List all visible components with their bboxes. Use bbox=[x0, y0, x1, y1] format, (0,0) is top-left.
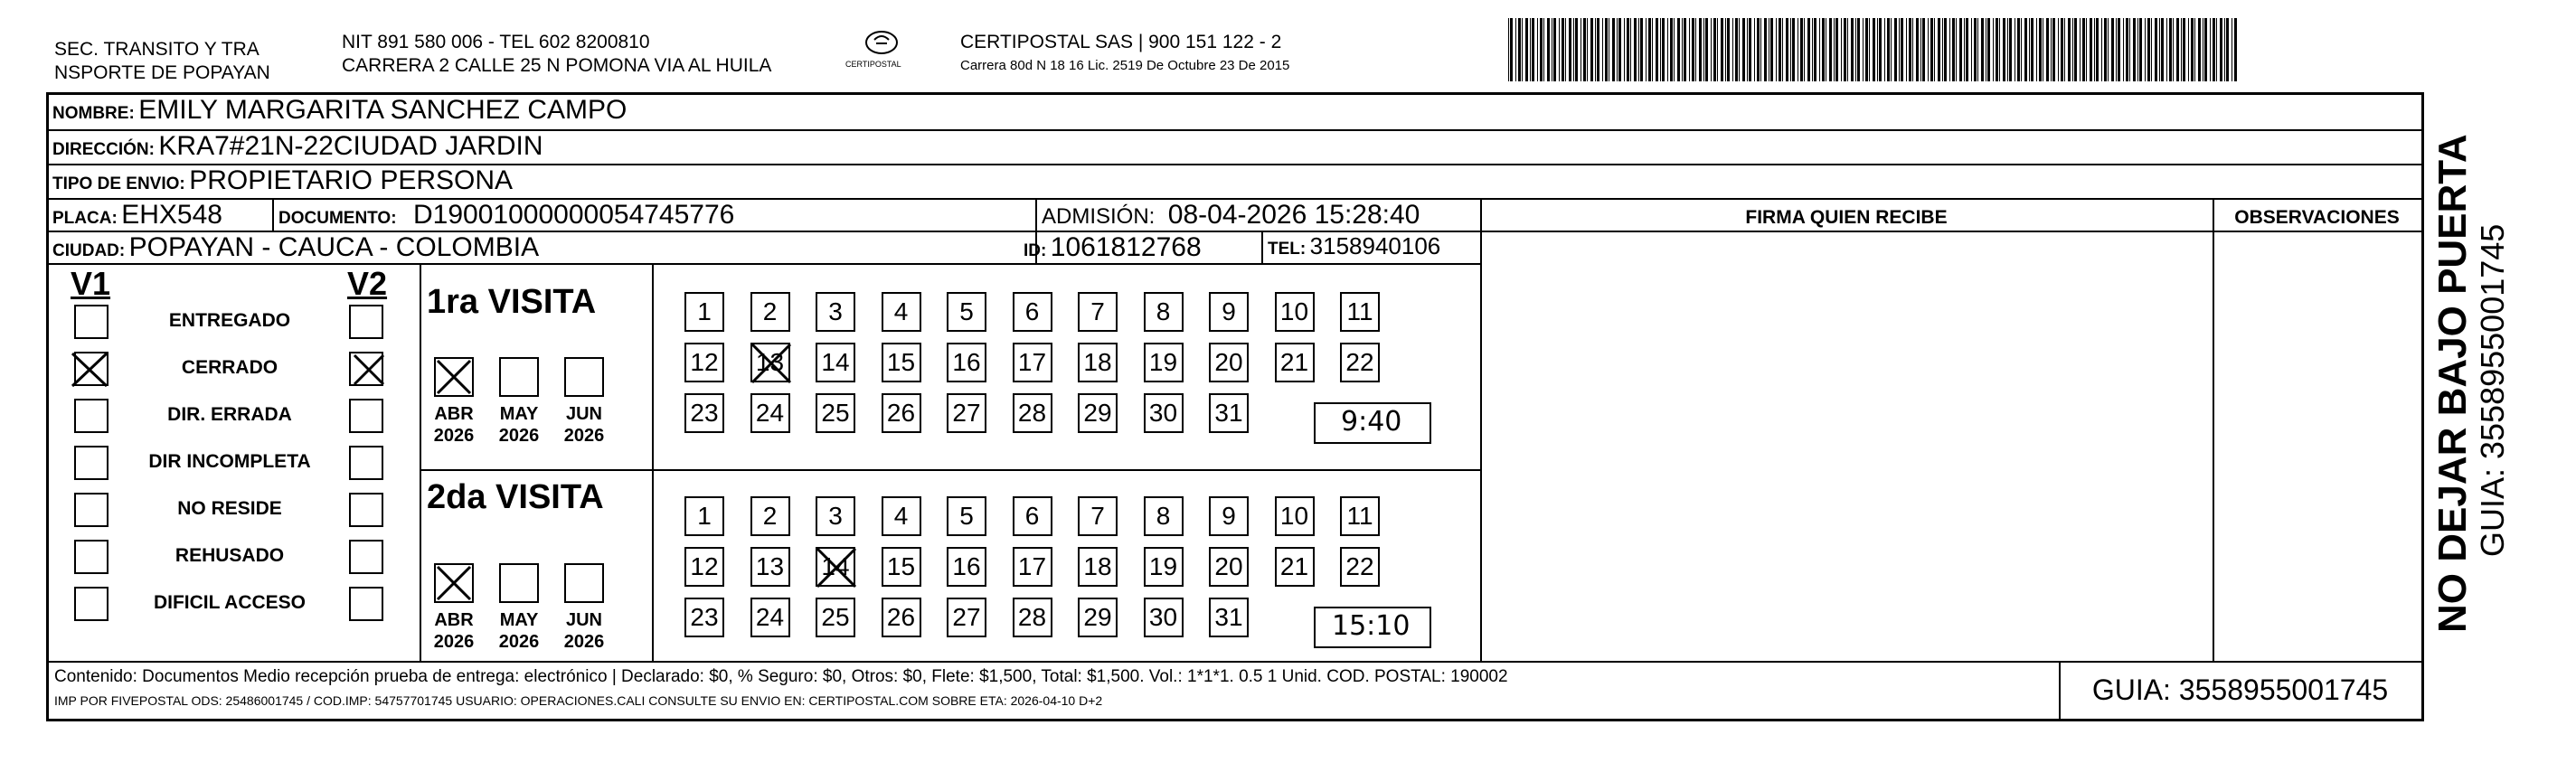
tel-cell bbox=[1268, 232, 1440, 260]
placa-value: EHX548 bbox=[121, 200, 222, 230]
observaciones-header: OBSERVACIONES bbox=[2234, 207, 2400, 228]
day-box[interactable] bbox=[1144, 393, 1184, 433]
day-number: 26 bbox=[886, 603, 916, 631]
id-label: ID: bbox=[1024, 241, 1047, 260]
tel-label: TEL: bbox=[1268, 240, 1307, 259]
v2-checkbox[interactable] bbox=[349, 446, 383, 480]
day-number: 27 bbox=[952, 603, 981, 631]
sender-line-2: NSPORTE DE POPAYAN bbox=[54, 62, 270, 83]
day-box[interactable] bbox=[750, 496, 790, 536]
imp-line: IMP POR FIVEPOSTAL ODS: 25486001745 / COD.IMP: 54757701745 USUARIO: OPERACIONES.CALI CONSULTE SU ENVIO EN: CERTIPOSTAL.COM SOBRE ETA: 2026-04-10 D+2 bbox=[54, 693, 1103, 708]
day-number: 22 bbox=[1345, 348, 1374, 376]
v1-checkbox[interactable] bbox=[74, 399, 109, 433]
contenido-line: Contenido: Documentos Medio recepción prueba de entrega: electrónico | Declarado: $0, % Seguro: $0, Otros: $0, Flete: $1,500, Total: $1,500. Vol.: 1*1*1. 0.5 1 Unid. COD. POSTAL: 190002 bbox=[54, 667, 1508, 686]
day-number: 2 bbox=[762, 502, 778, 530]
direccion-value: KRA7#21N-22CIUDAD JARDIN bbox=[158, 131, 543, 161]
v2-checkbox[interactable] bbox=[349, 493, 383, 527]
day-box[interactable] bbox=[816, 343, 855, 382]
delivery-form bbox=[46, 92, 2424, 721]
first-visit-title: 1ra VISITA bbox=[427, 283, 597, 321]
nombre-label: NOMBRE: bbox=[52, 104, 135, 123]
day-box[interactable] bbox=[947, 547, 986, 587]
month-checkbox[interactable] bbox=[499, 357, 539, 397]
month-label: MAY bbox=[499, 610, 539, 630]
month-label: ABR bbox=[434, 610, 474, 630]
firma-header: FIRMA QUIEN RECIBE bbox=[1745, 207, 1948, 228]
day-number: 25 bbox=[821, 399, 850, 427]
ciudad-value: POPAYAN - CAUCA - COLOMBIA bbox=[128, 232, 540, 262]
day-box[interactable] bbox=[1275, 343, 1315, 382]
month-label: ABR bbox=[434, 404, 474, 424]
day-box[interactable] bbox=[1013, 547, 1052, 587]
day-box[interactable] bbox=[1078, 496, 1118, 536]
day-box[interactable] bbox=[1144, 343, 1184, 382]
month-checkbox[interactable] bbox=[434, 563, 474, 603]
day-box[interactable] bbox=[816, 547, 855, 587]
day-box[interactable] bbox=[684, 496, 724, 536]
day-box[interactable] bbox=[947, 393, 986, 433]
day-number: 14 bbox=[821, 348, 850, 376]
ciudad-cell bbox=[52, 232, 539, 263]
v2-checkbox[interactable] bbox=[349, 305, 383, 339]
month-checkbox[interactable] bbox=[499, 563, 539, 603]
day-box[interactable] bbox=[882, 496, 921, 536]
month-checkbox[interactable] bbox=[564, 563, 604, 603]
tipo-row bbox=[52, 165, 513, 196]
day-box[interactable] bbox=[750, 292, 790, 332]
admision-value: 08-04-2026 15:28:40 bbox=[1167, 200, 1420, 230]
reason-label: NO RESIDE bbox=[177, 498, 282, 519]
day-box[interactable] bbox=[816, 496, 855, 536]
day-box[interactable] bbox=[816, 292, 855, 332]
day-number: 28 bbox=[1017, 399, 1047, 427]
day-box[interactable] bbox=[1340, 343, 1380, 382]
year-label: 2026 bbox=[563, 632, 605, 652]
direccion-label: DIRECCIÓN: bbox=[52, 140, 155, 159]
day-box[interactable] bbox=[1340, 496, 1380, 536]
day-number: 18 bbox=[1083, 348, 1112, 376]
month-checkbox[interactable] bbox=[434, 357, 474, 397]
day-box[interactable] bbox=[882, 393, 921, 433]
nit-block bbox=[342, 31, 771, 78]
day-number: 19 bbox=[1148, 552, 1178, 580]
day-number: 1 bbox=[697, 502, 712, 530]
barcode bbox=[1506, 18, 2239, 81]
day-number: 31 bbox=[1214, 603, 1243, 631]
day-number: 27 bbox=[952, 399, 981, 427]
day-number: 23 bbox=[690, 399, 719, 427]
nombre-row bbox=[52, 95, 627, 126]
day-box[interactable] bbox=[1209, 496, 1249, 536]
day-number: 11 bbox=[1346, 297, 1373, 325]
first-visit-time: 9:40 bbox=[1341, 406, 1402, 438]
admision-cell bbox=[1042, 200, 1420, 231]
no-dejar-text: NO DEJAR BAJO PUERTA bbox=[2430, 134, 2475, 633]
day-number: 10 bbox=[1279, 297, 1309, 325]
day-box[interactable] bbox=[1275, 496, 1315, 536]
day-number: 13 bbox=[755, 348, 785, 376]
sender-line-1: SEC. TRANSITO Y TRA bbox=[54, 39, 259, 60]
day-number: 8 bbox=[1156, 502, 1171, 530]
day-number: 5 bbox=[959, 297, 974, 325]
day-box[interactable] bbox=[750, 547, 790, 587]
day-number: 29 bbox=[1083, 603, 1112, 631]
day-box[interactable] bbox=[947, 343, 986, 382]
day-box[interactable] bbox=[1078, 292, 1118, 332]
v1-checkbox[interactable] bbox=[74, 540, 109, 574]
day-box[interactable] bbox=[1144, 496, 1184, 536]
day-number: 26 bbox=[886, 399, 916, 427]
carrier-logo-icon bbox=[863, 29, 900, 56]
v1-checkbox[interactable] bbox=[74, 446, 109, 480]
month-label: JUN bbox=[565, 610, 602, 630]
day-number: 21 bbox=[1279, 348, 1309, 376]
month-label: MAY bbox=[499, 404, 539, 424]
day-number: 7 bbox=[1090, 502, 1105, 530]
v2-checkbox[interactable] bbox=[349, 399, 383, 433]
v1-checkbox[interactable] bbox=[74, 305, 109, 339]
day-box[interactable] bbox=[684, 393, 724, 433]
reason-label: DIR INCOMPLETA bbox=[148, 451, 311, 472]
day-box[interactable] bbox=[1078, 393, 1118, 433]
day-box[interactable] bbox=[1209, 292, 1249, 332]
day-number: 4 bbox=[893, 297, 909, 325]
day-number: 9 bbox=[1222, 297, 1236, 325]
day-box[interactable] bbox=[750, 343, 790, 382]
nit-line-1: NIT 891 580 006 - TEL 602 8200810 bbox=[342, 32, 650, 52]
day-number: 8 bbox=[1156, 297, 1171, 325]
day-number: 16 bbox=[952, 348, 981, 376]
day-number: 7 bbox=[1090, 297, 1105, 325]
nombre-value: EMILY MARGARITA SANCHEZ CAMPO bbox=[138, 95, 627, 125]
v1-checkbox[interactable] bbox=[74, 493, 109, 527]
day-box[interactable] bbox=[684, 547, 724, 587]
month-label: JUN bbox=[565, 404, 602, 424]
reason-label: DIFICIL ACCESO bbox=[153, 592, 306, 613]
day-box[interactable] bbox=[947, 598, 986, 637]
day-number: 25 bbox=[821, 603, 850, 631]
nit-line-2: CARRERA 2 CALLE 25 N POMONA VIA AL HUILA bbox=[342, 55, 772, 76]
day-box[interactable] bbox=[947, 292, 986, 332]
day-box[interactable] bbox=[947, 496, 986, 536]
day-box[interactable] bbox=[1209, 343, 1249, 382]
day-box[interactable] bbox=[1013, 393, 1052, 433]
day-number: 13 bbox=[755, 552, 785, 580]
day-number: 12 bbox=[690, 348, 719, 376]
day-box[interactable] bbox=[816, 393, 855, 433]
year-label: 2026 bbox=[433, 426, 475, 446]
reason-label: ENTREGADO bbox=[168, 310, 291, 331]
day-number: 29 bbox=[1083, 399, 1112, 427]
day-box[interactable] bbox=[684, 343, 724, 382]
day-number: 9 bbox=[1222, 502, 1236, 530]
side-guia-text: GUIA: 3558955001745 bbox=[2474, 223, 2511, 557]
day-number: 20 bbox=[1214, 552, 1243, 580]
day-box[interactable] bbox=[1275, 292, 1315, 332]
id-cell bbox=[1024, 232, 1202, 263]
v2-checkbox[interactable] bbox=[349, 352, 383, 386]
day-number: 30 bbox=[1148, 603, 1178, 631]
carrier-block bbox=[960, 31, 1289, 73]
day-number: 22 bbox=[1345, 552, 1374, 580]
day-box[interactable] bbox=[882, 547, 921, 587]
documento-label: DOCUMENTO: bbox=[278, 209, 397, 228]
day-number: 21 bbox=[1279, 552, 1309, 580]
reason-label: CERRADO bbox=[181, 357, 278, 378]
v1-label: V1 bbox=[71, 265, 111, 302]
day-number: 3 bbox=[828, 297, 843, 325]
day-number: 15 bbox=[886, 348, 916, 376]
day-box[interactable] bbox=[684, 598, 724, 637]
carrier-logo-text: CERTIPOSTAL bbox=[845, 60, 901, 69]
year-label: 2026 bbox=[498, 632, 540, 652]
day-number: 24 bbox=[755, 603, 785, 631]
day-number: 16 bbox=[952, 552, 981, 580]
day-number: 6 bbox=[1024, 502, 1040, 530]
reason-label: DIR. ERRADA bbox=[167, 404, 292, 425]
v1-checkbox[interactable] bbox=[74, 352, 109, 386]
day-number: 3 bbox=[828, 502, 843, 530]
sender-block bbox=[54, 38, 270, 85]
second-visit-time: 15:10 bbox=[1332, 610, 1411, 642]
year-label: 2026 bbox=[433, 632, 475, 652]
day-number: 28 bbox=[1017, 603, 1047, 631]
day-number: 5 bbox=[959, 502, 974, 530]
day-box[interactable] bbox=[1078, 343, 1118, 382]
day-box[interactable] bbox=[1144, 547, 1184, 587]
day-number: 17 bbox=[1017, 348, 1047, 376]
day-box[interactable] bbox=[882, 292, 921, 332]
v2-checkbox[interactable] bbox=[349, 540, 383, 574]
day-number: 31 bbox=[1214, 399, 1243, 427]
day-box[interactable] bbox=[1013, 496, 1052, 536]
day-box[interactable] bbox=[1144, 598, 1184, 637]
first-visit-time-box bbox=[1314, 402, 1431, 444]
day-number: 2 bbox=[762, 297, 778, 325]
day-box[interactable] bbox=[1013, 343, 1052, 382]
day-number: 20 bbox=[1214, 348, 1243, 376]
documento-cell bbox=[278, 200, 734, 231]
day-number: 17 bbox=[1017, 552, 1047, 580]
day-box[interactable] bbox=[1209, 393, 1249, 433]
day-box[interactable] bbox=[882, 598, 921, 637]
tipo-label: TIPO DE ENVIO: bbox=[52, 174, 185, 193]
day-box[interactable] bbox=[816, 598, 855, 637]
day-box[interactable] bbox=[1209, 547, 1249, 587]
day-box[interactable] bbox=[882, 343, 921, 382]
day-box[interactable] bbox=[1013, 598, 1052, 637]
v2-checkbox[interactable] bbox=[349, 587, 383, 621]
day-number: 15 bbox=[886, 552, 916, 580]
day-number: 12 bbox=[690, 552, 719, 580]
day-box[interactable] bbox=[1340, 292, 1380, 332]
day-box[interactable] bbox=[1209, 598, 1249, 637]
second-visit-title: 2da VISITA bbox=[427, 478, 604, 516]
year-label: 2026 bbox=[498, 426, 540, 446]
day-box[interactable] bbox=[1340, 547, 1380, 587]
day-number: 24 bbox=[755, 399, 785, 427]
day-number: 19 bbox=[1148, 348, 1178, 376]
day-box[interactable] bbox=[1078, 547, 1118, 587]
day-box[interactable] bbox=[1275, 547, 1315, 587]
carrier-line-1: CERTIPOSTAL SAS | 900 151 122 - 2 bbox=[960, 32, 1282, 52]
day-box[interactable] bbox=[1144, 292, 1184, 332]
day-number: 1 bbox=[697, 297, 712, 325]
day-number: 11 bbox=[1346, 502, 1373, 530]
day-number: 4 bbox=[893, 502, 909, 530]
ciudad-label: CIUDAD: bbox=[52, 241, 126, 260]
direccion-row bbox=[52, 131, 543, 162]
day-number: 14 bbox=[821, 552, 850, 580]
admision-label: ADMISIÓN: bbox=[1042, 204, 1156, 229]
id-value: 1061812768 bbox=[1050, 232, 1202, 262]
day-number: 6 bbox=[1024, 297, 1040, 325]
day-box[interactable] bbox=[1078, 598, 1118, 637]
v1-checkbox[interactable] bbox=[74, 587, 109, 621]
v2-label: V2 bbox=[347, 265, 388, 302]
footer-guia: GUIA: 3558955001745 bbox=[2091, 674, 2389, 706]
day-box[interactable] bbox=[750, 393, 790, 433]
day-number: 30 bbox=[1148, 399, 1178, 427]
day-number: 23 bbox=[690, 603, 719, 631]
placa-cell bbox=[52, 200, 222, 231]
tel-value: 3158940106 bbox=[1309, 232, 1441, 259]
documento-value: D19001000000054745776 bbox=[413, 200, 735, 230]
tipo-value: PROPIETARIO PERSONA bbox=[189, 165, 514, 195]
placa-label: PLACA: bbox=[52, 209, 118, 228]
day-number: 18 bbox=[1083, 552, 1112, 580]
carrier-line-2: Carrera 80d N 18 16 Lic. 2519 De Octubre 23 De 2015 bbox=[960, 58, 1290, 73]
reason-label: REHUSADO bbox=[175, 545, 285, 566]
day-box[interactable] bbox=[1013, 292, 1052, 332]
month-checkbox[interactable] bbox=[564, 357, 604, 397]
day-box[interactable] bbox=[684, 292, 724, 332]
second-visit-time-box bbox=[1314, 607, 1431, 648]
year-label: 2026 bbox=[563, 426, 605, 446]
day-box[interactable] bbox=[750, 598, 790, 637]
day-number: 10 bbox=[1279, 502, 1309, 530]
